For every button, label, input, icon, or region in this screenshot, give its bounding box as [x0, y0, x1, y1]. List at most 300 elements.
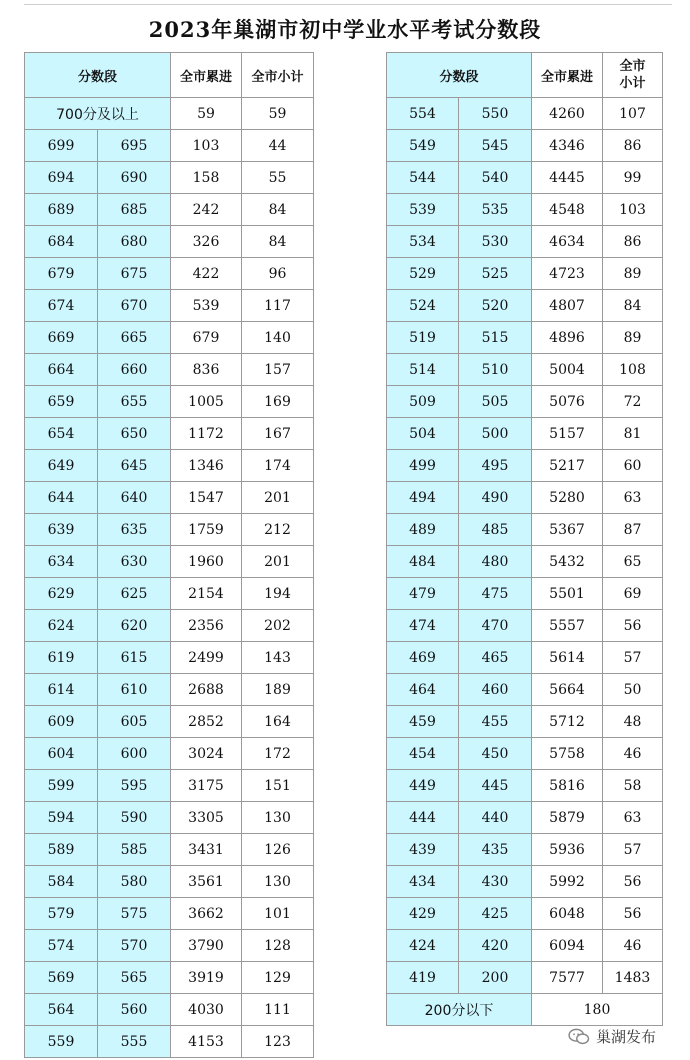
range-low-cell: 435	[459, 834, 532, 866]
cumulative-cell: 4896	[532, 322, 603, 354]
score-table-left	[24, 52, 314, 1058]
subtotal-cell: 69	[603, 578, 663, 610]
header-row	[25, 53, 314, 98]
table-row	[25, 418, 314, 450]
range-high-cell: 544	[387, 162, 459, 194]
cumulative-cell: 3305	[171, 802, 242, 834]
top-divider	[24, 4, 672, 5]
table-row	[25, 994, 314, 1026]
header-cumulative: 全市累进	[532, 53, 603, 98]
cumulative-cell: 2688	[171, 674, 242, 706]
range-low-cell: 430	[459, 866, 532, 898]
subtotal-cell: 59	[242, 98, 314, 130]
range-low-cell: 510	[459, 354, 532, 386]
range-high-cell: 489	[387, 514, 459, 546]
range-low-cell: 425	[459, 898, 532, 930]
subtotal-cell: 107	[603, 98, 663, 130]
table-row	[25, 834, 314, 866]
range-low-cell: 575	[98, 898, 171, 930]
range-high-cell: 514	[387, 354, 459, 386]
range-low-cell: 420	[459, 930, 532, 962]
range-low-cell: 525	[459, 258, 532, 290]
cumulative-cell: 59	[171, 98, 242, 130]
subtotal-cell: 111	[242, 994, 314, 1026]
range-low-cell: 550	[459, 98, 532, 130]
table-row	[387, 514, 663, 546]
range-low-cell: 520	[459, 290, 532, 322]
subtotal-cell: 129	[242, 962, 314, 994]
cumulative-cell: 1759	[171, 514, 242, 546]
range-low-cell: 545	[459, 130, 532, 162]
range-high-cell: 669	[25, 322, 98, 354]
watermark-text: 巢湖发布	[595, 1028, 656, 1046]
cumulative-cell: 5280	[532, 482, 603, 514]
range-low-cell: 490	[459, 482, 532, 514]
cumulative-cell: 4260	[532, 98, 603, 130]
range-low-cell: 610	[98, 674, 171, 706]
range-low-cell: 665	[98, 322, 171, 354]
range-high-cell: 604	[25, 738, 98, 770]
subtotal-cell: 194	[242, 578, 314, 610]
cumulative-cell: 1172	[171, 418, 242, 450]
cumulative-cell: 4634	[532, 226, 603, 258]
cumulative-cell: 1005	[171, 386, 242, 418]
table-row	[387, 98, 663, 130]
subtotal-cell: 172	[242, 738, 314, 770]
cumulative-cell: 679	[171, 322, 242, 354]
range-high-cell: 584	[25, 866, 98, 898]
subtotal-cell: 55	[242, 162, 314, 194]
range-low-cell: 555	[98, 1026, 171, 1058]
range-high-cell: 664	[25, 354, 98, 386]
subtotal-cell: 174	[242, 450, 314, 482]
range-low-cell: 635	[98, 514, 171, 546]
range-low-cell: 590	[98, 802, 171, 834]
cumulative-cell: 5367	[532, 514, 603, 546]
range-low-cell: 560	[98, 994, 171, 1026]
range-high-cell: 619	[25, 642, 98, 674]
range-high-cell: 689	[25, 194, 98, 226]
subtotal-cell: 96	[242, 258, 314, 290]
cumulative-cell: 1547	[171, 482, 242, 514]
cumulative-cell: 4548	[532, 194, 603, 226]
range-high-cell: 454	[387, 738, 459, 770]
range-high-cell: 654	[25, 418, 98, 450]
table-row	[387, 290, 663, 322]
cumulative-cell: 7577	[532, 962, 603, 994]
subtotal-cell: 130	[242, 802, 314, 834]
table-row	[387, 994, 663, 1026]
range-label-700-plus: 700分及以上	[25, 98, 171, 130]
range-high-cell: 459	[387, 706, 459, 738]
range-low-cell: 615	[98, 642, 171, 674]
subtotal-cell: 140	[242, 322, 314, 354]
subtotal-cell: 167	[242, 418, 314, 450]
subtotal-cell: 126	[242, 834, 314, 866]
table-row	[25, 546, 314, 578]
header-row	[387, 53, 663, 98]
subtotal-cell: 44	[242, 130, 314, 162]
range-high-cell: 549	[387, 130, 459, 162]
range-low-cell: 565	[98, 962, 171, 994]
range-low-cell: 690	[98, 162, 171, 194]
range-low-cell: 660	[98, 354, 171, 386]
cumulative-cell: 836	[171, 354, 242, 386]
table-row	[25, 354, 314, 386]
cumulative-cell: 4030	[171, 994, 242, 1026]
subtotal-cell: 157	[242, 354, 314, 386]
range-high-cell: 614	[25, 674, 98, 706]
range-high-cell: 554	[387, 98, 459, 130]
subtotal-cell: 89	[603, 322, 663, 354]
range-low-cell: 640	[98, 482, 171, 514]
range-low-cell: 595	[98, 770, 171, 802]
range-low-cell: 500	[459, 418, 532, 450]
subtotal-cell: 60	[603, 450, 663, 482]
range-low-cell: 570	[98, 930, 171, 962]
header-subtotal	[603, 53, 663, 98]
cumulative-cell: 5936	[532, 834, 603, 866]
range-low-cell: 645	[98, 450, 171, 482]
table-row	[25, 962, 314, 994]
table-row	[387, 738, 663, 770]
range-low-cell: 620	[98, 610, 171, 642]
range-label-below-200: 200分以下	[387, 994, 532, 1026]
range-low-cell: 600	[98, 738, 171, 770]
cumulative-cell: 3790	[171, 930, 242, 962]
range-low-cell: 445	[459, 770, 532, 802]
subtotal-cell: 86	[603, 226, 663, 258]
range-low-cell: 685	[98, 194, 171, 226]
range-low-cell: 505	[459, 386, 532, 418]
range-high-cell: 509	[387, 386, 459, 418]
table-row	[25, 802, 314, 834]
cumulative-cell: 6048	[532, 898, 603, 930]
subtotal-cell: 130	[242, 866, 314, 898]
range-high-cell: 674	[25, 290, 98, 322]
watermark	[568, 1026, 656, 1047]
range-high-cell: 429	[387, 898, 459, 930]
subtotal-cell: 50	[603, 674, 663, 706]
cumulative-cell: 4346	[532, 130, 603, 162]
range-high-cell: 424	[387, 930, 459, 962]
range-low-cell: 650	[98, 418, 171, 450]
range-high-cell: 479	[387, 578, 459, 610]
subtotal-cell: 123	[242, 1026, 314, 1058]
table-row	[25, 194, 314, 226]
cumulative-cell: 4807	[532, 290, 603, 322]
range-high-cell: 434	[387, 866, 459, 898]
cumulative-cell: 5501	[532, 578, 603, 610]
range-high-cell: 649	[25, 450, 98, 482]
table-row	[25, 482, 314, 514]
table-row	[25, 930, 314, 962]
range-low-cell: 440	[459, 802, 532, 834]
subtotal-cell: 56	[603, 866, 663, 898]
range-high-cell: 494	[387, 482, 459, 514]
range-high-cell: 499	[387, 450, 459, 482]
header-cumulative: 全市累进	[171, 53, 242, 98]
cumulative-cell: 3919	[171, 962, 242, 994]
range-high-cell: 624	[25, 610, 98, 642]
cumulative-cell: 5992	[532, 866, 603, 898]
range-high-cell: 589	[25, 834, 98, 866]
cumulative-cell: 2154	[171, 578, 242, 610]
table-row	[387, 610, 663, 642]
range-high-cell: 444	[387, 802, 459, 834]
range-high-cell: 519	[387, 322, 459, 354]
table-row	[25, 98, 314, 130]
range-low-cell: 675	[98, 258, 171, 290]
table-row	[387, 482, 663, 514]
range-low-cell: 625	[98, 578, 171, 610]
table-row	[25, 130, 314, 162]
subtotal-cell: 202	[242, 610, 314, 642]
range-high-cell: 569	[25, 962, 98, 994]
range-high-cell: 539	[387, 194, 459, 226]
table-row	[387, 898, 663, 930]
cumulative-cell: 4445	[532, 162, 603, 194]
subtotal-cell: 128	[242, 930, 314, 962]
range-high-cell: 579	[25, 898, 98, 930]
table-row	[387, 546, 663, 578]
table-row	[25, 674, 314, 706]
subtotal-cell: 56	[603, 610, 663, 642]
subtotal-cell: 84	[603, 290, 663, 322]
cumulative-cell: 422	[171, 258, 242, 290]
cumulative-cell: 158	[171, 162, 242, 194]
wechat-icon	[568, 1028, 590, 1046]
range-high-cell: 464	[387, 674, 459, 706]
range-high-cell: 594	[25, 802, 98, 834]
range-low-cell: 515	[459, 322, 532, 354]
cumulative-cell: 5879	[532, 802, 603, 834]
subtotal-cell: 84	[242, 226, 314, 258]
range-high-cell: 469	[387, 642, 459, 674]
range-low-cell: 455	[459, 706, 532, 738]
subtotal-cell: 99	[603, 162, 663, 194]
table-row	[387, 258, 663, 290]
table-row	[25, 258, 314, 290]
table-row	[25, 162, 314, 194]
table-row	[387, 226, 663, 258]
cumulative-cell: 1346	[171, 450, 242, 482]
range-high-cell: 439	[387, 834, 459, 866]
subtotal-cell: 72	[603, 386, 663, 418]
table-row	[25, 898, 314, 930]
cumulative-cell: 5004	[532, 354, 603, 386]
range-low-cell: 200	[459, 962, 532, 994]
range-low-cell: 480	[459, 546, 532, 578]
cumulative-cell: 4723	[532, 258, 603, 290]
subtotal-cell: 169	[242, 386, 314, 418]
range-high-cell: 419	[387, 962, 459, 994]
range-low-cell: 450	[459, 738, 532, 770]
table-row	[387, 194, 663, 226]
cumulative-cell: 3175	[171, 770, 242, 802]
range-high-cell: 659	[25, 386, 98, 418]
subtotal-cell: 101	[242, 898, 314, 930]
range-high-cell: 644	[25, 482, 98, 514]
cumulative-cell: 5758	[532, 738, 603, 770]
header-subtotal-line2: 小计	[619, 76, 646, 91]
cumulative-cell: 5614	[532, 642, 603, 674]
table-row	[387, 962, 663, 994]
table-row	[387, 386, 663, 418]
header-subtotal-line1: 全市	[619, 59, 646, 74]
subtotal-cell: 89	[603, 258, 663, 290]
range-low-cell: 460	[459, 674, 532, 706]
cumulative-cell: 2356	[171, 610, 242, 642]
subtotal-cell: 189	[242, 674, 314, 706]
range-high-cell: 504	[387, 418, 459, 450]
subtotal-cell: 86	[603, 130, 663, 162]
table-row	[25, 738, 314, 770]
subtotal-cell: 117	[242, 290, 314, 322]
range-low-cell: 680	[98, 226, 171, 258]
cumulative-cell: 6094	[532, 930, 603, 962]
table-row	[25, 1026, 314, 1058]
range-high-cell: 574	[25, 930, 98, 962]
subtotal-cell: 65	[603, 546, 663, 578]
table-row	[25, 610, 314, 642]
range-high-cell: 609	[25, 706, 98, 738]
below-200-count-cell: 180	[532, 994, 663, 1026]
table-row	[25, 706, 314, 738]
range-high-cell: 679	[25, 258, 98, 290]
table-row	[25, 290, 314, 322]
cumulative-cell: 5076	[532, 386, 603, 418]
range-high-cell: 639	[25, 514, 98, 546]
table-row	[25, 642, 314, 674]
header-subtotal: 全市小计	[242, 53, 314, 98]
page-title: 2023年巢湖市初中学业水平考试分数段	[148, 17, 542, 42]
subtotal-cell: 1483	[603, 962, 663, 994]
subtotal-cell: 84	[242, 194, 314, 226]
range-high-cell: 529	[387, 258, 459, 290]
subtotal-cell: 57	[603, 642, 663, 674]
cumulative-cell: 1960	[171, 546, 242, 578]
cumulative-cell: 5664	[532, 674, 603, 706]
range-low-cell: 630	[98, 546, 171, 578]
range-high-cell: 474	[387, 610, 459, 642]
table-row	[25, 578, 314, 610]
range-low-cell: 535	[459, 194, 532, 226]
range-low-cell: 695	[98, 130, 171, 162]
table-row	[387, 866, 663, 898]
table-row	[387, 322, 663, 354]
cumulative-cell: 242	[171, 194, 242, 226]
range-high-cell: 564	[25, 994, 98, 1026]
subtotal-cell: 63	[603, 482, 663, 514]
range-low-cell: 655	[98, 386, 171, 418]
range-high-cell: 699	[25, 130, 98, 162]
table-row	[387, 418, 663, 450]
cumulative-cell: 5217	[532, 450, 603, 482]
range-high-cell: 534	[387, 226, 459, 258]
cumulative-cell: 4153	[171, 1026, 242, 1058]
range-low-cell: 540	[459, 162, 532, 194]
table-row	[387, 706, 663, 738]
range-high-cell: 694	[25, 162, 98, 194]
table-row	[25, 450, 314, 482]
range-high-cell: 599	[25, 770, 98, 802]
range-high-cell: 524	[387, 290, 459, 322]
range-low-cell: 605	[98, 706, 171, 738]
table-row	[387, 162, 663, 194]
subtotal-cell: 108	[603, 354, 663, 386]
subtotal-cell: 48	[603, 706, 663, 738]
header-range: 分数段	[387, 53, 532, 98]
table-row	[387, 802, 663, 834]
subtotal-cell: 151	[242, 770, 314, 802]
range-low-cell: 670	[98, 290, 171, 322]
range-low-cell: 585	[98, 834, 171, 866]
cumulative-cell: 2852	[171, 706, 242, 738]
range-high-cell: 629	[25, 578, 98, 610]
subtotal-cell: 201	[242, 546, 314, 578]
cumulative-cell: 5432	[532, 546, 603, 578]
table-row	[387, 130, 663, 162]
range-low-cell: 485	[459, 514, 532, 546]
table-row	[387, 834, 663, 866]
range-high-cell: 559	[25, 1026, 98, 1058]
range-low-cell: 470	[459, 610, 532, 642]
cumulative-cell: 103	[171, 130, 242, 162]
range-low-cell: 495	[459, 450, 532, 482]
cumulative-cell: 5816	[532, 770, 603, 802]
subtotal-cell: 201	[242, 482, 314, 514]
cumulative-cell: 5157	[532, 418, 603, 450]
table-row	[387, 450, 663, 482]
table-row	[387, 578, 663, 610]
subtotal-cell: 81	[603, 418, 663, 450]
subtotal-cell: 63	[603, 802, 663, 834]
cumulative-cell: 3662	[171, 898, 242, 930]
table-row	[25, 386, 314, 418]
range-low-cell: 530	[459, 226, 532, 258]
cumulative-cell: 3431	[171, 834, 242, 866]
range-low-cell: 580	[98, 866, 171, 898]
subtotal-cell: 164	[242, 706, 314, 738]
cumulative-cell: 3024	[171, 738, 242, 770]
table-row	[387, 354, 663, 386]
table-row	[387, 674, 663, 706]
score-table-right	[386, 52, 663, 1026]
range-low-cell: 465	[459, 642, 532, 674]
subtotal-cell: 46	[603, 738, 663, 770]
subtotal-cell: 103	[603, 194, 663, 226]
cumulative-cell: 5557	[532, 610, 603, 642]
table-row	[387, 930, 663, 962]
range-high-cell: 684	[25, 226, 98, 258]
range-high-cell: 484	[387, 546, 459, 578]
cumulative-cell: 3561	[171, 866, 242, 898]
subtotal-cell: 143	[242, 642, 314, 674]
range-low-cell: 475	[459, 578, 532, 610]
table-row	[25, 866, 314, 898]
table-row	[387, 770, 663, 802]
header-range: 分数段	[25, 53, 171, 98]
cumulative-cell: 539	[171, 290, 242, 322]
cumulative-cell: 2499	[171, 642, 242, 674]
range-high-cell: 449	[387, 770, 459, 802]
table-row	[25, 226, 314, 258]
table-row	[25, 322, 314, 354]
subtotal-cell: 212	[242, 514, 314, 546]
subtotal-cell: 57	[603, 834, 663, 866]
table-row	[387, 642, 663, 674]
